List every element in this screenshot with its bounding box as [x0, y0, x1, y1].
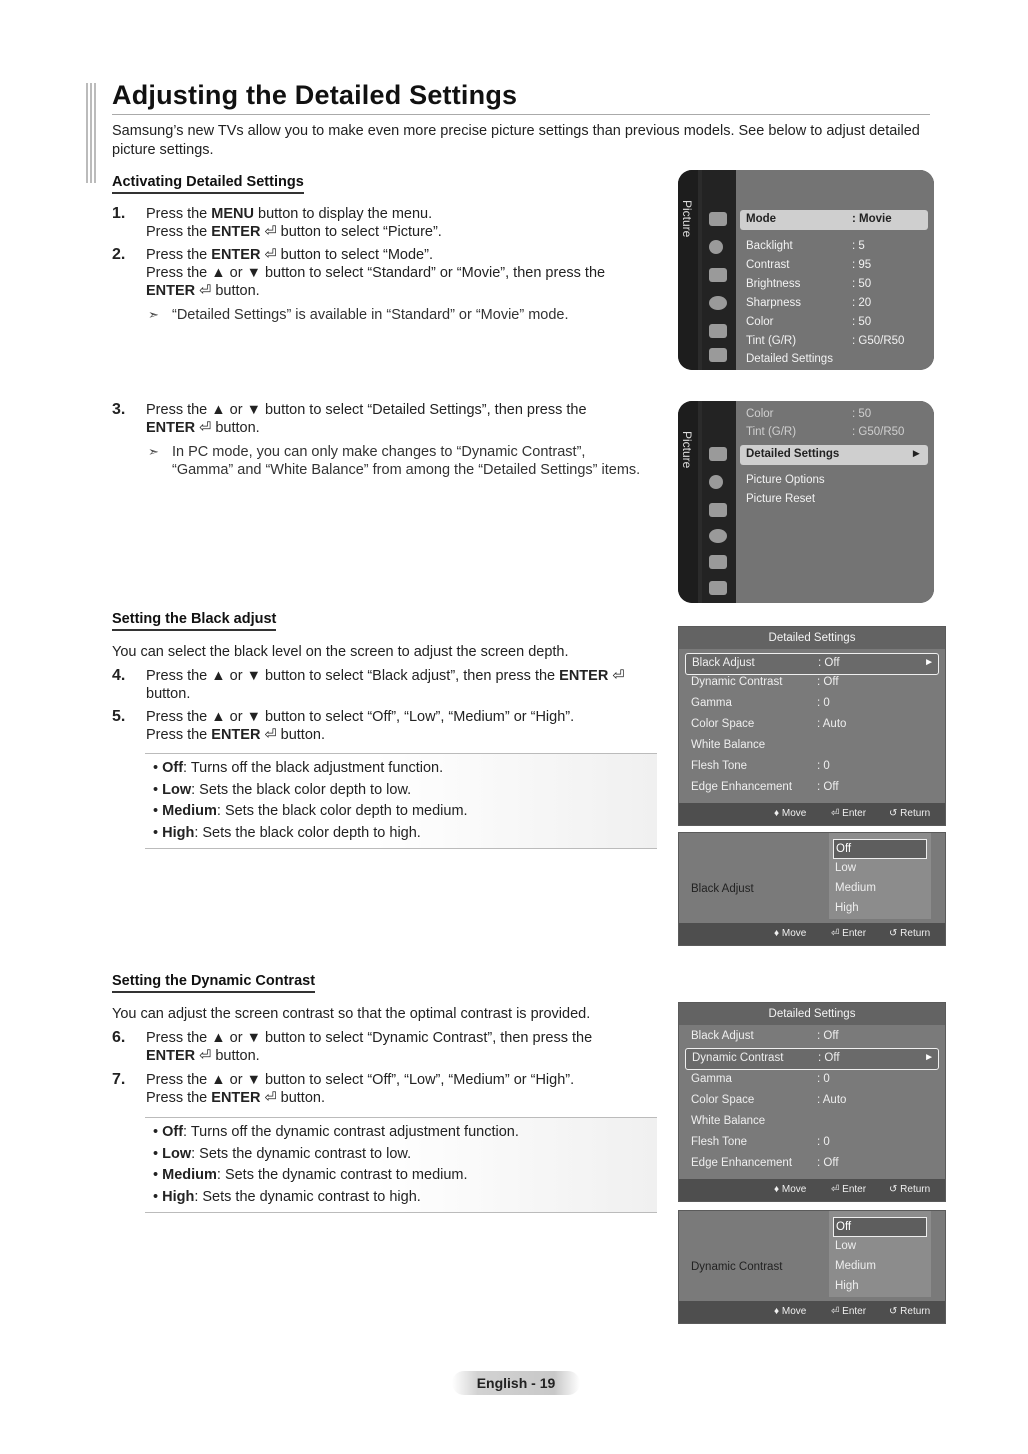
step-4: 4. Press the ▲ or ▼ button to select “Black adjust”, then press the ENTER ⏎ button. [112, 667, 625, 702]
enter-hint: ⏎ Enter [831, 928, 867, 939]
step-2: 2. Press the ENTER ⏎ button to select “Mode”. Press the ▲ or ▼ button to select “Standard” or “Movie”, then press the ENTER ⏎ button. [112, 246, 606, 299]
section-heading-dynamic-contrast: Setting the Dynamic Contrast [112, 973, 315, 993]
panel-title: Detailed Settings [679, 627, 945, 649]
submenu-option-low[interactable]: Low [835, 862, 857, 874]
row-edge-enhancement[interactable]: Edge Enhancement : Off [691, 1157, 839, 1169]
menu-item-sharpness[interactable]: Sharpness : 20 [746, 297, 872, 309]
tv-picture-menu-1 [678, 170, 934, 370]
section-heading-black-adjust: Setting the Black adjust [112, 611, 276, 631]
chevron-right-icon: ► [924, 1052, 934, 1063]
submenu-option-low[interactable]: Low [835, 1240, 857, 1252]
row-black-adjust[interactable]: Black Adjust : Off ► [685, 653, 939, 675]
note-standard-movie: ➣ “Detailed Settings” is available in “Standard” or “Movie” mode. [148, 307, 569, 323]
panel-footer [679, 1301, 945, 1323]
panel-footer [679, 803, 945, 825]
submenu-option-off[interactable]: Off [833, 1217, 927, 1237]
step-3: 3. Press the ▲ or ▼ button to select “Detailed Settings”, then press the ENTER ⏎ button. [112, 401, 587, 436]
row-white-balance[interactable]: White Balance [691, 739, 766, 751]
move-hint: ♦ Move [774, 1306, 807, 1317]
menu-item-contrast[interactable]: Contrast : 95 [746, 259, 872, 271]
return-hint: ↺ Return [889, 808, 931, 819]
return-hint: ↺ Return [889, 1184, 931, 1195]
move-hint: ♦ Move [774, 1184, 807, 1195]
page-number: English - 19 [476, 1375, 556, 1391]
row-flesh-tone[interactable]: Flesh Tone : 0 [691, 1136, 830, 1148]
option-low: • Low: Sets the dynamic contrast to low. [153, 1145, 412, 1162]
submenu-options [829, 833, 931, 919]
step-number: 4. [112, 667, 126, 684]
menu-list [736, 170, 934, 370]
option-off: • Off: Turns off the dynamic contrast adjustment function. [153, 1124, 519, 1140]
enter-hint: ⏎ Enter [831, 1184, 867, 1195]
row-edge-enhancement[interactable]: Edge Enhancement : Off [691, 781, 839, 793]
channel-icon [709, 268, 727, 282]
dynamic-options-box [145, 1117, 657, 1213]
application-icon [709, 348, 727, 362]
step-number: 2. [112, 246, 126, 263]
option-high: • High: Sets the black color depth to high. [153, 824, 421, 841]
submenu-option-high[interactable]: High [835, 902, 859, 914]
dynamic-intro: You can adjust the screen contrast so that the optimal contrast is provided. [112, 1006, 591, 1022]
menu-icon-column [702, 170, 736, 370]
return-hint: ↺ Return [889, 928, 931, 939]
dynamic-contrast-submenu [678, 1210, 946, 1324]
menu-item-tint[interactable]: Tint (G/R) : G50/R50 [746, 335, 905, 347]
submenu-label: Black Adjust [691, 883, 754, 895]
input-icon [709, 324, 727, 338]
row-flesh-tone[interactable]: Flesh Tone : 0 [691, 760, 830, 772]
input-icon [709, 555, 727, 569]
sound-icon [709, 475, 723, 489]
black-adjust-submenu [678, 832, 946, 946]
menu-item-color[interactable]: Color : 50 [746, 316, 872, 328]
panel-footer [679, 1179, 945, 1201]
row-dynamic-contrast[interactable]: Dynamic Contrast : Off [691, 676, 839, 688]
row-color-space[interactable]: Color Space : Auto [691, 718, 847, 730]
option-off: • Off: Turns off the black adjustment function. [153, 760, 444, 776]
black-options-box [145, 753, 657, 849]
step-1: 1. Press the MENU button to display the menu. Press the ENTER ⏎ button to select “Picture”. [112, 205, 442, 240]
row-black-adjust[interactable]: Black Adjust : Off [691, 1030, 839, 1042]
detailed-settings-panel-2 [678, 1002, 946, 1202]
option-high: • High: Sets the dynamic contrast to high. [153, 1188, 421, 1205]
menu-item-color[interactable]: Color : 50 [746, 408, 872, 420]
title-divider [112, 114, 930, 115]
step-number: 3. [112, 401, 126, 418]
intro-text: Samsung’s new TVs allow you to make even more precise picture settings than previous models. See below to adjust detailed picture settings. [112, 123, 920, 158]
application-icon [709, 581, 727, 595]
step-6: 6. Press the ▲ or ▼ button to select “Dynamic Contrast”, then press the ENTER ⏎ button. [112, 1029, 593, 1064]
option-low: • Low: Sets the black color depth to low. [153, 781, 412, 798]
option-medium: • Medium: Sets the dynamic contrast to medium. [153, 1167, 468, 1183]
picture-icon [709, 447, 727, 461]
menu-item-backlight[interactable]: Backlight : 5 [746, 240, 865, 252]
return-hint: ↺ Return [889, 1306, 931, 1317]
menu-item-tint[interactable]: Tint (G/R) : G50/R50 [746, 426, 905, 438]
menu-item-detailed-settings[interactable]: Detailed Settings [746, 353, 833, 365]
setup-icon [709, 529, 727, 543]
move-hint: ♦ Move [774, 808, 807, 819]
enter-hint: ⏎ Enter [831, 808, 867, 819]
row-gamma[interactable]: Gamma : 0 [691, 1073, 830, 1085]
step-number: 6. [112, 1029, 126, 1046]
section-heading-activating: Activating Detailed Settings [112, 174, 304, 194]
submenu-option-high[interactable]: High [835, 1280, 859, 1292]
submenu-option-medium[interactable]: Medium [835, 882, 876, 894]
menu-item-detailed-settings[interactable]: Detailed Settings ► [740, 445, 928, 465]
page-number-badge [452, 1371, 580, 1395]
setup-icon [709, 296, 727, 310]
menu-list [736, 401, 934, 603]
move-hint: ♦ Move [774, 928, 807, 939]
submenu-option-off[interactable]: Off [833, 839, 927, 859]
menu-item-brightness[interactable]: Brightness : 50 [746, 278, 872, 290]
step-5: 5. Press the ▲ or ▼ button to select “Off”, “Low”, “Medium” or “High”. Press the ENTER ⏎ button. [112, 708, 575, 743]
menu-icon-column [702, 401, 736, 603]
menu-item-picture-reset[interactable]: Picture Reset [746, 493, 816, 505]
note-arrow-icon: ➣ [148, 444, 159, 459]
panel-title: Detailed Settings [679, 1003, 945, 1025]
option-medium: • Medium: Sets the black color depth to medium. [153, 803, 468, 819]
menu-item-mode[interactable]: Mode : Movie [740, 210, 928, 230]
panel-footer [679, 923, 945, 945]
menu-item-picture-options[interactable]: Picture Options [746, 474, 825, 486]
menu-tab: Picture [678, 170, 698, 370]
submenu-label: Dynamic Contrast [691, 1261, 783, 1273]
row-white-balance[interactable]: White Balance [691, 1115, 766, 1127]
step-7: 7. Press the ▲ or ▼ button to select “Off”, “Low”, “Medium” or “High”. Press the ENTER ⏎ button. [112, 1071, 575, 1106]
submenu-option-medium[interactable]: Medium [835, 1260, 876, 1272]
detailed-settings-panel-1 [678, 626, 946, 826]
picture-icon [709, 212, 727, 226]
note-pc-mode: ➣ In PC mode, you can only make changes to “Dynamic Contrast”, “Gamma” and “White Balance” from among the “Detailed Settings” items. [148, 444, 641, 478]
sound-icon [709, 240, 723, 254]
enter-hint: ⏎ Enter [831, 1306, 867, 1317]
step-number: 5. [112, 708, 126, 725]
row-color-space[interactable]: Color Space : Auto [691, 1094, 847, 1106]
menu-tab: Picture [678, 401, 698, 603]
step-number: 1. [112, 205, 126, 222]
title-accent-bar [86, 83, 96, 183]
page-title: Adjusting the Detailed Settings [112, 80, 518, 110]
row-gamma[interactable]: Gamma : 0 [691, 697, 830, 709]
row-dynamic-contrast[interactable]: Dynamic Contrast : Off ► [685, 1048, 939, 1070]
submenu-options [829, 1211, 931, 1297]
note-arrow-icon: ➣ [148, 307, 159, 322]
tv-picture-menu-2 [678, 401, 934, 603]
chevron-right-icon: ► [924, 657, 934, 668]
channel-icon [709, 503, 727, 517]
step-number: 7. [112, 1071, 126, 1088]
black-intro: You can select the black level on the screen to adjust the screen depth. [112, 644, 569, 660]
